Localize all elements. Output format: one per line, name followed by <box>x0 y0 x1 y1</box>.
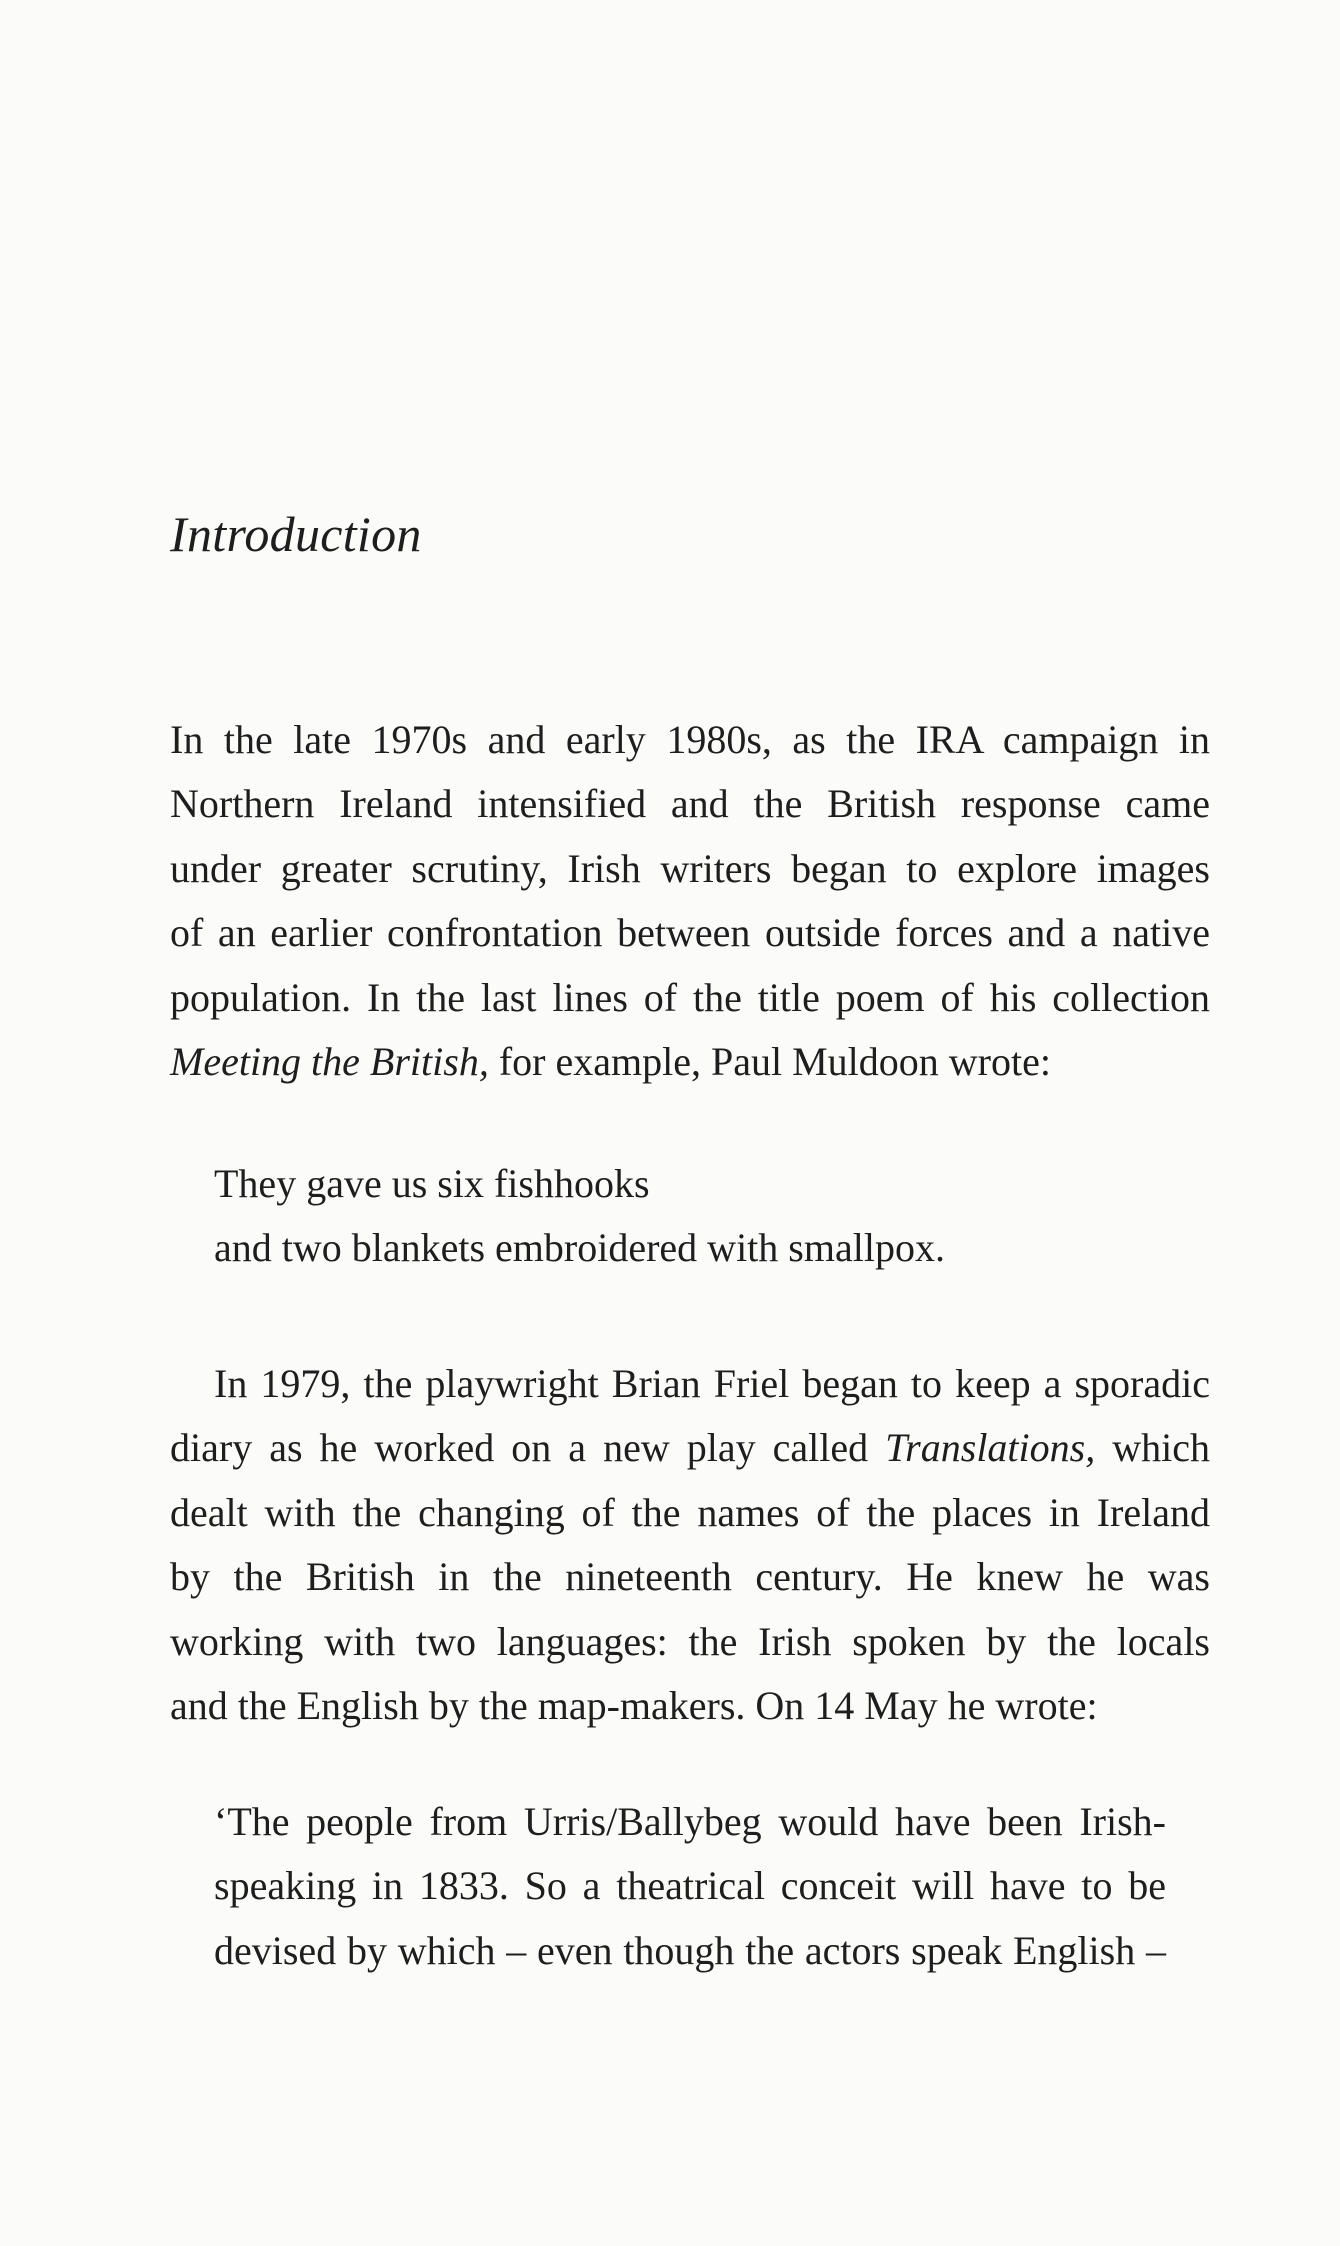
paragraph-2-line: by the British in the nineteenth century. He knew he was <box>170 1554 1210 1600</box>
paragraph-1-line: In the late 1970s and early 1980s, as the IRA campaign in <box>170 717 1210 762</box>
paragraph-1-last-line-text: for example, Paul Muldoon wrote: <box>488 1038 1051 1084</box>
quote-line: devised by which – even though the actors speak English – <box>214 1927 1166 1973</box>
paragraph-2-last-line: and the English by the map-makers. On 14 May he wrote: <box>170 1682 1098 1728</box>
verse-line: They gave us six fishhooks <box>214 1161 650 1206</box>
diary-quotation <box>214 1790 1166 1983</box>
paragraph-1-line: population. In the last lines of the title poem of his collection <box>170 974 1210 1020</box>
paragraph-2-line: dealt with the changing of the names of the places in Ireland <box>170 1489 1210 1535</box>
quote-line: speaking in 1833. So a theatrical conceit will have to be <box>214 1863 1166 1909</box>
paragraph-2-line: In 1979, the playwright Brian Friel began to keep a sporadic <box>214 1361 1210 1406</box>
paragraph-2 <box>170 1352 1210 1738</box>
verse-quotation <box>214 1152 945 1281</box>
verse-line: and two blankets embroidered with smallpox. <box>214 1225 945 1271</box>
paragraph-1-line: Northern Ireland intensified and the British response came <box>170 781 1210 827</box>
paragraph-1-line: of an earlier confrontation between outside forces and a native <box>170 910 1210 956</box>
paragraph-1-line: under greater scrutiny, Irish writers began to explore images <box>170 845 1210 891</box>
book-title-meeting-the-british: Meeting the British, <box>170 1038 489 1084</box>
chapter-heading: Introduction <box>170 506 422 562</box>
quote-line: ‘The people from Urris/Ballybeg would have been Irish- <box>214 1799 1166 1844</box>
paragraph-2-line: working with two languages: the Irish spoken by the locals <box>170 1618 1210 1664</box>
paragraph-2-line-2-before: diary as he worked on a new play called <box>170 1425 886 1471</box>
paragraph-1 <box>170 708 1210 1094</box>
play-title-translations: Translations, <box>885 1425 1096 1471</box>
paragraph-1-last-line <box>170 1030 1210 1094</box>
paragraph-2-line-2-after: which <box>1095 1425 1210 1471</box>
paragraph-2-line <box>170 1416 1210 1480</box>
